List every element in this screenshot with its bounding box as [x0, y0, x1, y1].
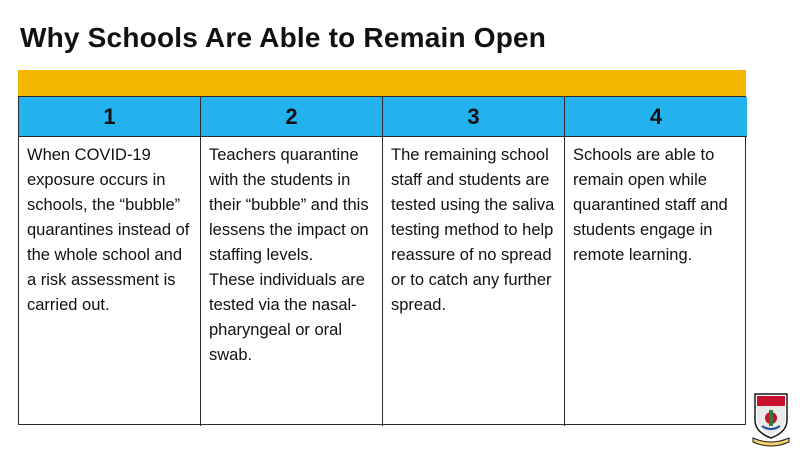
column-text-4: [565, 137, 747, 426]
column-2-paragraph-2: These individuals are tested via the nasal-pharyngeal or oral swab.: [209, 271, 365, 364]
column-2-paragraph-1: Teachers quarantine with the students in their “bubble” and this lessens the impact on staffing levels.: [209, 146, 369, 264]
column-number-2: 2: [201, 97, 383, 137]
column-number-1: 1: [19, 97, 201, 137]
column-number-4: 4: [565, 97, 747, 137]
gold-header-band: [18, 70, 746, 96]
bermuda-coat-of-arms-icon: [750, 390, 792, 448]
column-number-3: 3: [383, 97, 565, 137]
column-text-2: [201, 137, 383, 426]
page-title: Why Schools Are Able to Remain Open: [20, 22, 547, 53]
column-4-paragraph: Schools are able to remain open while quarantined staff and students engage in remote learning.: [573, 146, 728, 264]
column-text-1: [19, 137, 201, 426]
info-table: [18, 96, 746, 425]
column-3-paragraph: The remaining school staff and students are tested using the saliva testing method to help reassure of no spread or to catch any further spread.: [391, 146, 555, 314]
column-1-paragraph: When COVID-19 exposure occurs in schools, the “bubble” quarantines instead of the whole school and a risk assessment is carried out.: [27, 146, 190, 314]
column-text-3: [383, 137, 565, 426]
